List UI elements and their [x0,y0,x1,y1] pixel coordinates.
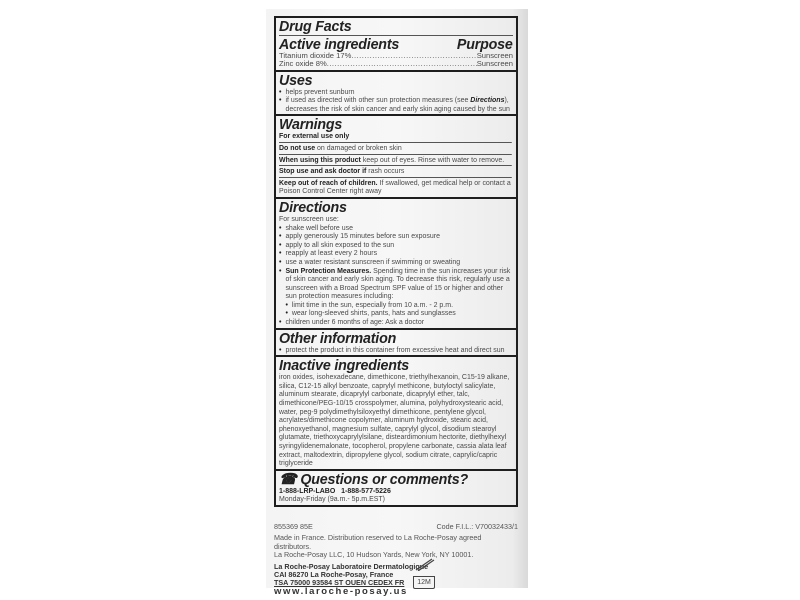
directions-heading: Directions [279,198,347,216]
active-ingredients-section [276,18,516,70]
uses-heading: Uses [279,71,313,89]
uses-item: • helps prevent sunburn [279,88,512,97]
lab-city: CAI 86270 La Roche-Posay, France [274,570,394,580]
when-using-text: When using this product keep out of eyes. Rinse with water to remove. [279,154,512,165]
inactive-ingredients-heading: Inactive ingredients [279,357,410,375]
drug-facts-box [274,16,518,507]
active-ingredients-heading: Active ingredients [279,36,400,53]
phone-icon: ☎ [279,470,297,488]
phone-numbers: 1-888-LRP-LABO 1-888-577-5226 [279,485,391,495]
pao-label: 12M [413,576,435,589]
lot-number: 855369 85E [274,522,313,531]
directions-item: • apply generously 15 minutes before sun exposure [279,232,512,241]
jar-lid-icon [413,557,435,571]
warnings-section [276,114,516,197]
directions-item: • apply to all skin exposed to the sun [279,241,512,250]
directions-intro: For sunscreen use: [279,213,339,223]
label-footer [274,523,518,596]
us-address: La Roche-Posay LLC, 10 Hudson Yards, New York, NY 10001. [274,550,474,560]
directions-subitem: • wear long-sleeved shirts, pants, hats and sunglasses [279,309,512,318]
stop-use-text: Stop use and ask doctor if rash occurs [279,165,512,176]
uses-item: • if used as directed with other sun protection measures (see Directions), decreases the risk of skin cancer and early skin aging caused by the sun [279,96,512,113]
directions-section [276,197,516,328]
ingredient-row: Titanium dioxide 17% ..... Sunscreen [279,52,513,60]
do-not-use-text: Do not use on damaged or broken skin [279,142,512,153]
hours-text: Monday-Friday (9a.m.- 5p.m.EST) [279,494,385,504]
directions-item: • use a water resistant sunscreen if swimming or sweating [279,258,512,267]
sun-protection-item: • Sun Protection Measures. Spending time in the sun increases your risk of skin cancer and early skin aging. To decrease this risk, regularly use a sunscreen with a Broad Spectrum SPF value of 15 or higher and other sun protection measures including: [279,267,512,301]
made-in-text: Made in France. Distribution reserved to La Roche-Posay agreed distributors. [274,533,482,551]
lab-name: La Roche-Posay Laboratoire Dermatologique [274,561,429,571]
period-after-opening-icon [413,557,435,589]
code-fil: Code F.I.L.: V70032433/1 [436,522,518,531]
ingredient-row: Zinc oxide 8% ..... Sunscreen [279,60,513,68]
directions-item: • reapply at least every 2 hours [279,249,512,258]
directions-subitem: • limit time in the sun, especially from 10 a.m. - 2 p.m. [279,301,512,310]
drug-facts-title: Drug Facts [279,18,352,35]
warnings-heading: Warnings [279,116,343,134]
other-information-heading: Other information [279,329,397,347]
questions-heading: Questions or comments? [300,470,468,488]
directions-item: • shake well before use [279,224,512,233]
inactive-ingredients-section [276,355,516,469]
other-information-section [276,328,516,356]
other-information-item: • protect the product in this container from excessive heat and direct sun [279,346,512,355]
external-use-text: For external use only [279,131,350,141]
uses-section [276,70,516,115]
questions-section [276,469,516,505]
inactive-ingredients-text: iron oxides, isohexadecane, dimethicone, triethylhexanoin, C15-19 alkane, silica, C12-15 alkyl benzoate, caprylyl methicone, butyloctyl salicylate, aluminum stearate, dicaprylyl carbonate, dicaprylyl ether, talc, dimethicone/PEG-10/15 crosspolymer, alumina, polyhydroxystearic acid, water, peg-9 polydimethylsiloxyethyl dimethicone, pentylene glycol, acrylates/dimethicone copolymer, aluminum hydroxide, stearic acid, phenoxyethanol, magnesium sulfate, caprylyl glycol, disodium stearoyl glutamate, triethoxycaprylylsilane, disteardimonium hectorite, diethylhexyl syringylidenemalonate, tocopherol, propylene carbonate, cassia alata leaf extract, maltodextrin, dipropylene glycol, sodium citrate, caprylic/capric triglyceride [279,372,510,468]
product-label [266,9,528,597]
website-link[interactable]: www.laroche-posay.us [274,585,408,597]
purpose-heading: Purpose [457,36,513,53]
tsa-address: TSA 75000 93584 ST OUEN CEDEX FR [274,578,405,588]
directions-item: • children under 6 months of age: Ask a doctor [279,318,512,327]
keep-out-text: Keep out of reach of children. If swallowed, get medical help or contact a Poison Control Center right away [279,177,511,196]
